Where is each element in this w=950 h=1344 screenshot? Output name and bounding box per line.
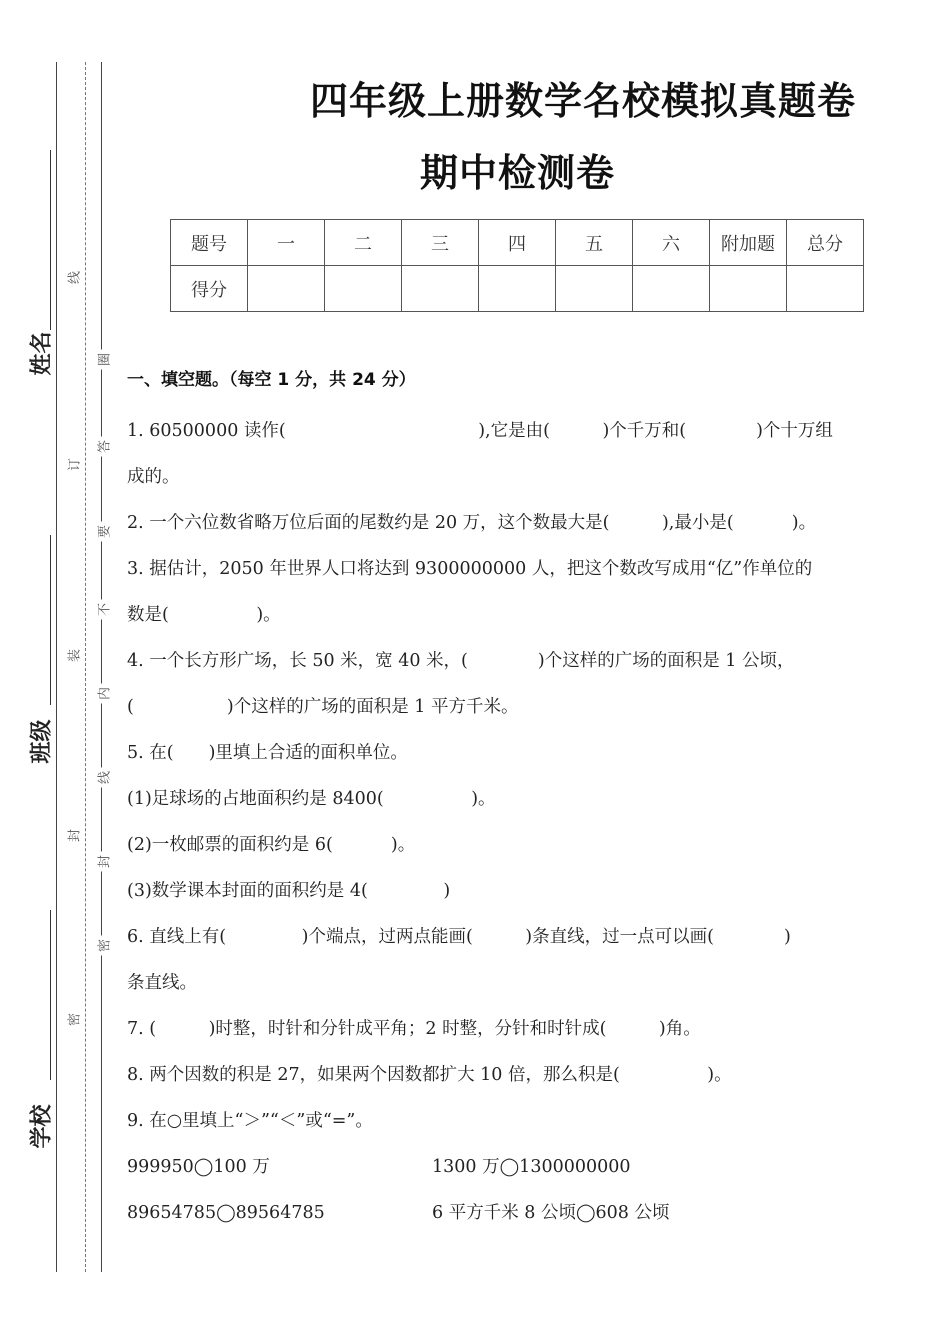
seal-char: 答: [94, 437, 113, 457]
binding-line-inner: [101, 62, 102, 1272]
question-line: 9. 在○里填上“＞”“＜”或“=”。: [127, 1111, 373, 1131]
exam-title: 四年级上册数学名校模拟真题卷: [310, 79, 857, 123]
question-line: 4. 一个长方形广场，长 50 米，宽 40 米，( )个这样的广场的面积是 1 公顷，: [127, 651, 795, 671]
seal-char: 密: [64, 1010, 83, 1030]
table-cell: 附加题: [710, 220, 787, 266]
binding-line-outer: [56, 62, 57, 1272]
seal-char: 线: [94, 768, 113, 788]
seal-char: 圈: [94, 350, 113, 370]
table-cell: 题号: [171, 220, 248, 266]
compare-item: 1300 万◯1300000000: [432, 1157, 631, 1177]
section-heading: 一、填空题。（每空 1 分，共 24 分）: [127, 370, 416, 390]
question-line: 数是( )。: [127, 605, 281, 625]
table-cell: 二: [325, 220, 402, 266]
question-line: (1)足球场的占地面积约是 8400( )。: [127, 789, 496, 809]
seal-char: 封: [94, 852, 113, 872]
question-section: [127, 362, 917, 1236]
score-cell[interactable]: [402, 266, 479, 312]
score-table-header-row: [171, 220, 864, 266]
score-cell[interactable]: [325, 266, 402, 312]
compare-row: [127, 1190, 917, 1236]
compare-item: 6 平方千米 8 公顷◯608 公顷: [432, 1203, 670, 1223]
score-cell[interactable]: [633, 266, 710, 312]
table-cell: 六: [633, 220, 710, 266]
question-line: 6. 直线上有( )个端点，过两点能画( )条直线，过一点可以画( ): [127, 927, 791, 947]
question-line: 1. 60500000 读作( ),它是由( )个千万和( )个十万组: [127, 421, 833, 441]
table-cell: 得分: [171, 266, 248, 312]
question-line: 7. ( )时整，时针和分针成平角；2 时整，分针和时针成( )角。: [127, 1019, 701, 1039]
score-cell[interactable]: [556, 266, 633, 312]
question-line: 5. 在( )里填上合适的面积单位。: [127, 743, 408, 763]
compare-row: [127, 1144, 917, 1190]
binding-margin: [0, 0, 113, 1344]
question-line: 成的。: [127, 467, 180, 487]
exam-subtitle: 期中检测卷: [420, 151, 616, 195]
table-cell: 五: [556, 220, 633, 266]
seal-char: 封: [64, 826, 83, 846]
class-underline: [50, 535, 51, 705]
seal-char: 内: [94, 684, 113, 704]
name-label: 姓名: [29, 331, 55, 376]
question-line: (2)一枚邮票的面积约是 6( )。: [127, 835, 416, 855]
question-line: 条直线。: [127, 973, 197, 993]
seal-char: 线: [64, 268, 83, 288]
seal-char: 不: [94, 600, 113, 620]
question-line: ( )个这样的广场的面积是 1 平方千米。: [127, 697, 519, 717]
seal-char: 订: [64, 455, 83, 475]
table-cell: 四: [479, 220, 556, 266]
score-table-score-row: [171, 266, 864, 312]
seal-char: 装: [64, 646, 83, 666]
school-label: 学校: [29, 1104, 55, 1149]
score-table: [170, 219, 864, 312]
table-cell: 一: [248, 220, 325, 266]
table-cell: 三: [402, 220, 479, 266]
school-underline: [50, 910, 51, 1080]
score-cell[interactable]: [710, 266, 787, 312]
question-line: 3. 据估计，2050 年世界人口将达到 9300000000 人，把这个数改写成用“亿”作单位的: [127, 559, 813, 579]
score-cell[interactable]: [787, 266, 864, 312]
binding-line-dashed: [85, 62, 86, 1272]
question-line: 8. 两个因数的积是 27，如果两个因数都扩大 10 倍，那么积是( )。: [127, 1065, 732, 1085]
class-label: 班级: [29, 719, 55, 764]
name-underline: [50, 150, 51, 330]
seal-char: 密: [94, 936, 113, 956]
table-cell: 总分: [787, 220, 864, 266]
question-line: (3)数学课本封面的面积约是 4( ): [127, 881, 451, 901]
question-line: 2. 一个六位数省略万位后面的尾数约是 20 万，这个数最大是( ),最小是( )。: [127, 513, 817, 533]
score-cell[interactable]: [248, 266, 325, 312]
seal-char: 要: [94, 522, 113, 542]
compare-item: 89654785◯89564785: [127, 1203, 325, 1223]
compare-item: 999950◯100 万: [127, 1157, 270, 1177]
score-cell[interactable]: [479, 266, 556, 312]
